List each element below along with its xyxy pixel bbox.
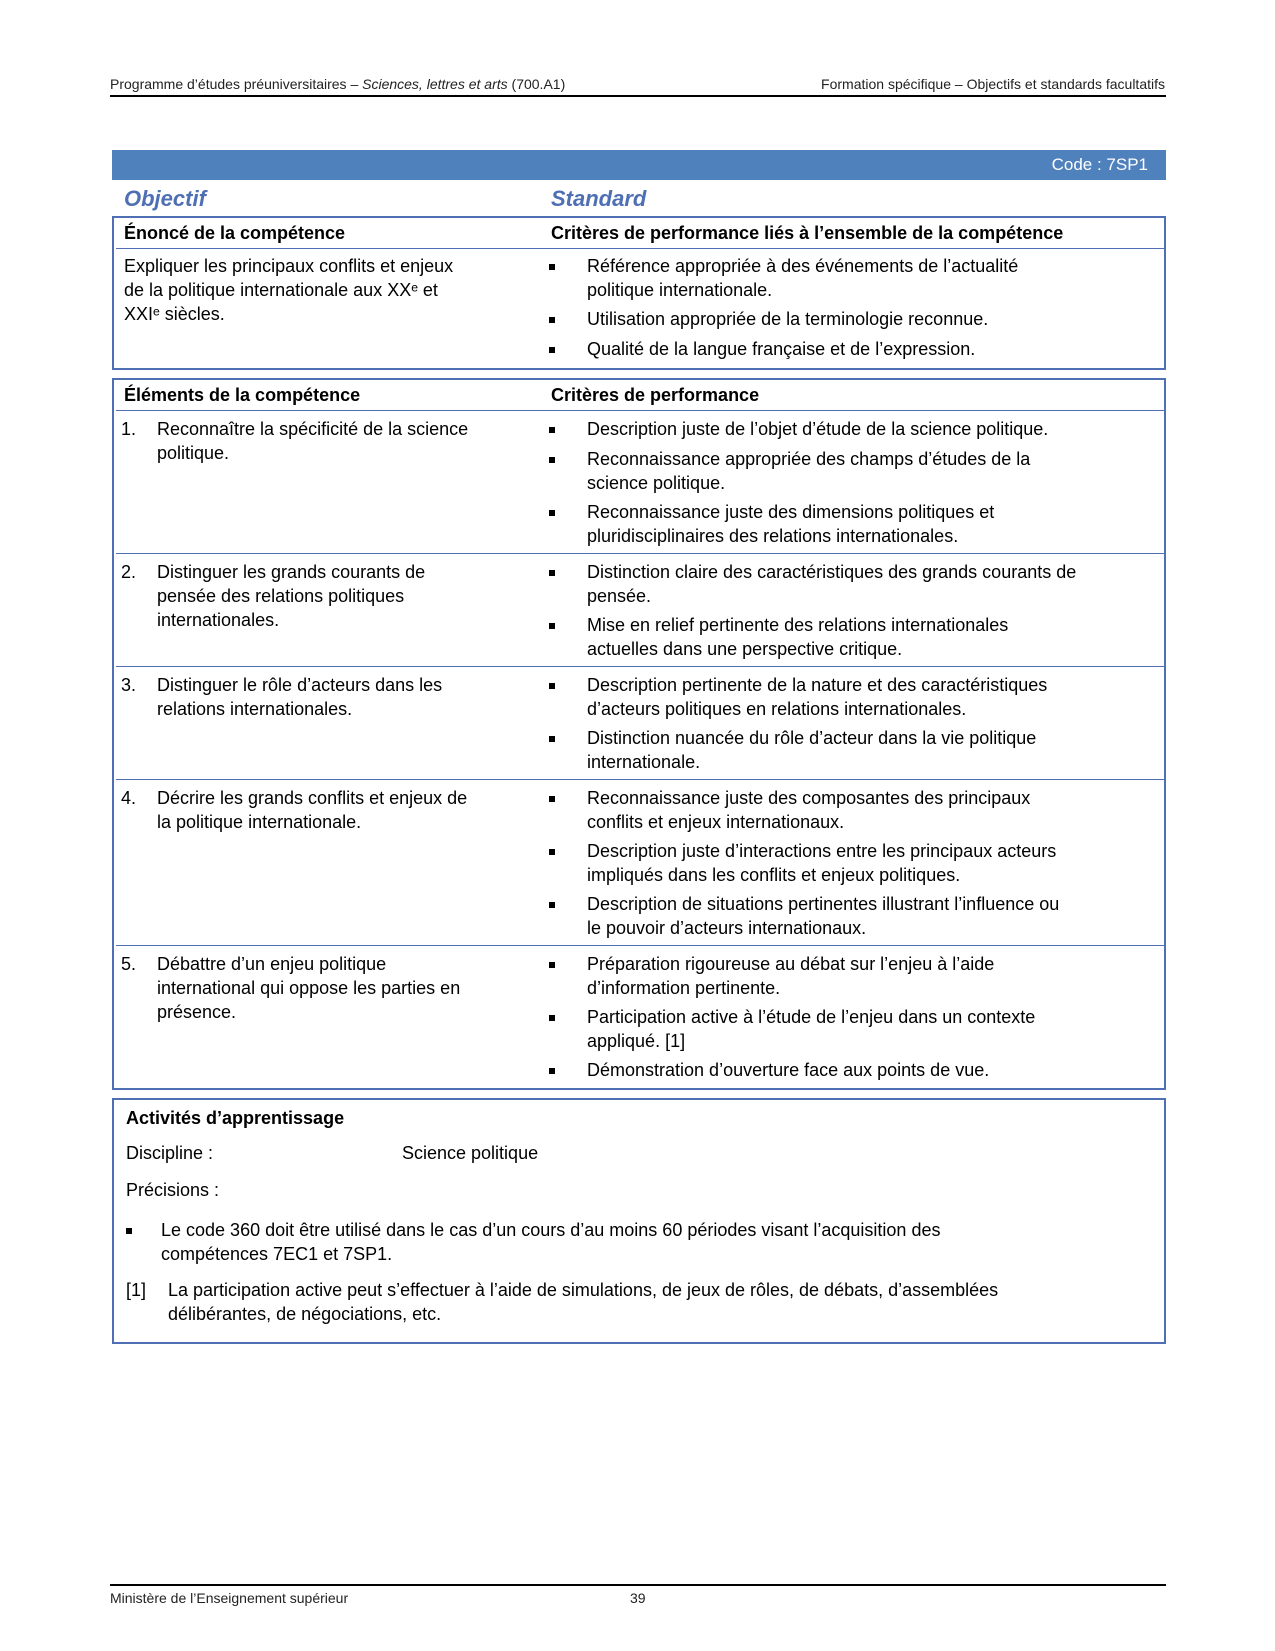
- element-line: Reconnaître la spécificité de la science: [157, 419, 469, 439]
- element-line: pensée des relations politiques: [157, 586, 405, 606]
- objectif-title: Objectif: [124, 186, 206, 211]
- criterion-line: le pouvoir d’acteurs internationaux.: [587, 918, 867, 938]
- criterion-line: politique internationale.: [587, 280, 773, 300]
- criterion-line: impliqués dans les conflits et enjeux politiques.: [587, 865, 961, 885]
- element-criterion: [587, 447, 1157, 495]
- elements-head-left: Éléments de la compétence: [124, 385, 361, 405]
- criterion-line: d’information pertinente.: [587, 978, 781, 998]
- precisions-label: Précisions :: [126, 1180, 220, 1200]
- bullet-icon: [549, 1068, 555, 1074]
- criterion-line: d’acteurs politiques en relations internationales.: [587, 699, 967, 719]
- element-number: 1.: [121, 419, 137, 439]
- element-text: [157, 417, 517, 465]
- criterion-line: pluridisciplinaires des relations internationales.: [587, 526, 959, 546]
- bullet-icon: [549, 457, 555, 463]
- element-line: Distinguer les grands courants de: [157, 562, 426, 582]
- criterion-line: Description pertinente de la nature et des caractéristiques: [587, 675, 1048, 695]
- element-line: la politique internationale.: [157, 812, 362, 832]
- activities-title: Activités d’apprentissage: [126, 1108, 345, 1128]
- row-rule: [116, 666, 1164, 667]
- footer-rule: [110, 1584, 1166, 1586]
- bullet-icon: [126, 1228, 132, 1234]
- header-program: Sciences, lettres et arts: [362, 76, 508, 92]
- element-criterion: [587, 952, 1157, 1000]
- bullet-icon: [549, 962, 555, 968]
- code-label: Code : 7SP1: [1051, 155, 1148, 174]
- element-text: [157, 560, 517, 632]
- element-line: internationales.: [157, 610, 280, 630]
- discipline-label: Discipline :: [126, 1143, 214, 1163]
- statement-line: de la politique internationale aux XXᵉ et: [124, 280, 438, 300]
- elements-header-rule: [116, 410, 1164, 411]
- element-criterion: [587, 892, 1157, 940]
- element-criterion: [587, 560, 1157, 608]
- footnote-marker: [1]: [126, 1280, 147, 1300]
- criterion-line: Démonstration d’ouverture face aux points de vue.: [587, 1060, 990, 1080]
- criterion-line: Mise en relief pertinente des relations internationales: [587, 615, 1009, 635]
- element-criterion: [587, 500, 1157, 548]
- footnote-line: La participation active peut s’effectuer à l’aide de simulations, de jeux de rôles, de débats, d’assemblées: [168, 1280, 999, 1300]
- bullet-icon: [549, 317, 555, 323]
- footnote-line: délibérantes, de négociations, etc.: [168, 1304, 442, 1324]
- page-number: 39: [630, 1590, 646, 1606]
- bullet-icon: [549, 849, 555, 855]
- criterion-line: science politique.: [587, 473, 726, 493]
- footnote-text: [168, 1278, 1153, 1326]
- element-number: 3.: [121, 675, 137, 695]
- element-line: Distinguer le rôle d’acteurs dans les: [157, 675, 443, 695]
- element-criterion: [587, 613, 1157, 661]
- note-line: compétences 7EC1 et 7SP1.: [161, 1244, 393, 1264]
- header-rule: [110, 95, 1166, 97]
- criterion-line: Distinction claire des caractéristiques des grands courants de: [587, 562, 1077, 582]
- bullet-icon: [549, 510, 555, 516]
- criterion-line: Préparation rigoureuse au débat sur l’enjeu à l’aide: [587, 954, 995, 974]
- row-rule: [116, 553, 1164, 554]
- competence-head-right: Critères de performance liés à l’ensemble de la compétence: [551, 223, 1064, 243]
- element-criterion: [587, 726, 1157, 774]
- element-line: Décrire les grands conflits et enjeux de: [157, 788, 468, 808]
- element-text: [157, 952, 517, 1024]
- competence-head-left: Énoncé de la compétence: [124, 223, 346, 243]
- competence-header-rule: [116, 248, 1164, 249]
- bullet-icon: [549, 902, 555, 908]
- standard-title: Standard: [551, 186, 647, 211]
- element-criterion: [587, 1058, 1157, 1082]
- element-criterion: [587, 839, 1157, 887]
- bullet-icon: [549, 1015, 555, 1021]
- element-criterion: [587, 417, 1157, 441]
- bullet-icon: [549, 570, 555, 576]
- element-criterion: [587, 786, 1157, 834]
- element-number: 5.: [121, 954, 137, 974]
- running-header-left: [110, 76, 565, 92]
- element-text: [157, 786, 517, 834]
- bullet-icon: [549, 683, 555, 689]
- row-rule: [116, 779, 1164, 780]
- criterion-line: Description juste de l’objet d’étude de la science politique.: [587, 419, 1049, 439]
- criterion-line: Distinction nuancée du rôle d’acteur dans la vie politique: [587, 728, 1037, 748]
- bullet-icon: [549, 427, 555, 433]
- statement-line: XXIᵉ siècles.: [124, 304, 225, 324]
- criterion-line: Reconnaissance appropriée des champs d’études de la: [587, 449, 1031, 469]
- bullet-icon: [549, 264, 555, 270]
- precision-note: [161, 1218, 1153, 1266]
- header-prefix: Programme d’études préuniversitaires –: [110, 76, 363, 92]
- criterion-line: Reconnaissance juste des dimensions politiques et: [587, 502, 995, 522]
- criterion-line: Qualité de la langue française et de l’expression.: [587, 339, 976, 359]
- element-line: politique.: [157, 443, 230, 463]
- competence-criterion: [587, 337, 1157, 361]
- element-line: Débattre d’un enjeu politique: [157, 954, 387, 974]
- header-code: (700.A1): [507, 76, 566, 92]
- running-header-right: Formation spécifique – Objectifs et standards facultatifs: [821, 76, 1165, 92]
- note-line: Le code 360 doit être utilisé dans le cas d’un cours d’au moins 60 périodes visant l’acquisition des: [161, 1220, 941, 1240]
- code-bar: [112, 150, 1166, 180]
- element-number: 2.: [121, 562, 137, 582]
- criterion-line: Participation active à l’étude de l’enjeu dans un contexte: [587, 1007, 1036, 1027]
- element-number: 4.: [121, 788, 137, 808]
- footer-ministry: Ministère de l’Enseignement supérieur: [110, 1590, 349, 1606]
- criterion-line: conflits et enjeux internationaux.: [587, 812, 845, 832]
- criterion-line: Description de situations pertinentes illustrant l’influence ou: [587, 894, 1060, 914]
- bullet-icon: [549, 796, 555, 802]
- element-criterion: [587, 1005, 1157, 1053]
- element-criterion: [587, 673, 1157, 721]
- discipline-value: Science politique: [402, 1143, 539, 1163]
- competence-criterion: [587, 307, 1157, 331]
- criterion-line: Reconnaissance juste des composantes des principaux: [587, 788, 1031, 808]
- criterion-line: pensée.: [587, 586, 652, 606]
- element-line: présence.: [157, 1002, 237, 1022]
- criterion-line: Référence appropriée à des événements de l’actualité: [587, 256, 1019, 276]
- criterion-line: actuelles dans une perspective critique.: [587, 639, 903, 659]
- elements-head-right: Critères de performance: [551, 385, 760, 405]
- statement-line: Expliquer les principaux conflits et enjeux: [124, 256, 454, 276]
- criterion-line: Utilisation appropriée de la terminologie reconnue.: [587, 309, 989, 329]
- bullet-icon: [549, 736, 555, 742]
- competence-criterion: [587, 254, 1157, 302]
- competence-statement: [124, 254, 524, 326]
- element-line: relations internationales.: [157, 699, 353, 719]
- element-text: [157, 673, 517, 721]
- criterion-line: internationale.: [587, 752, 701, 772]
- row-rule: [116, 945, 1164, 946]
- criterion-line: Description juste d’interactions entre les principaux acteurs: [587, 841, 1057, 861]
- bullet-icon: [549, 623, 555, 629]
- criterion-line: appliqué. [1]: [587, 1031, 686, 1051]
- element-line: international qui oppose les parties en: [157, 978, 461, 998]
- bullet-icon: [549, 347, 555, 353]
